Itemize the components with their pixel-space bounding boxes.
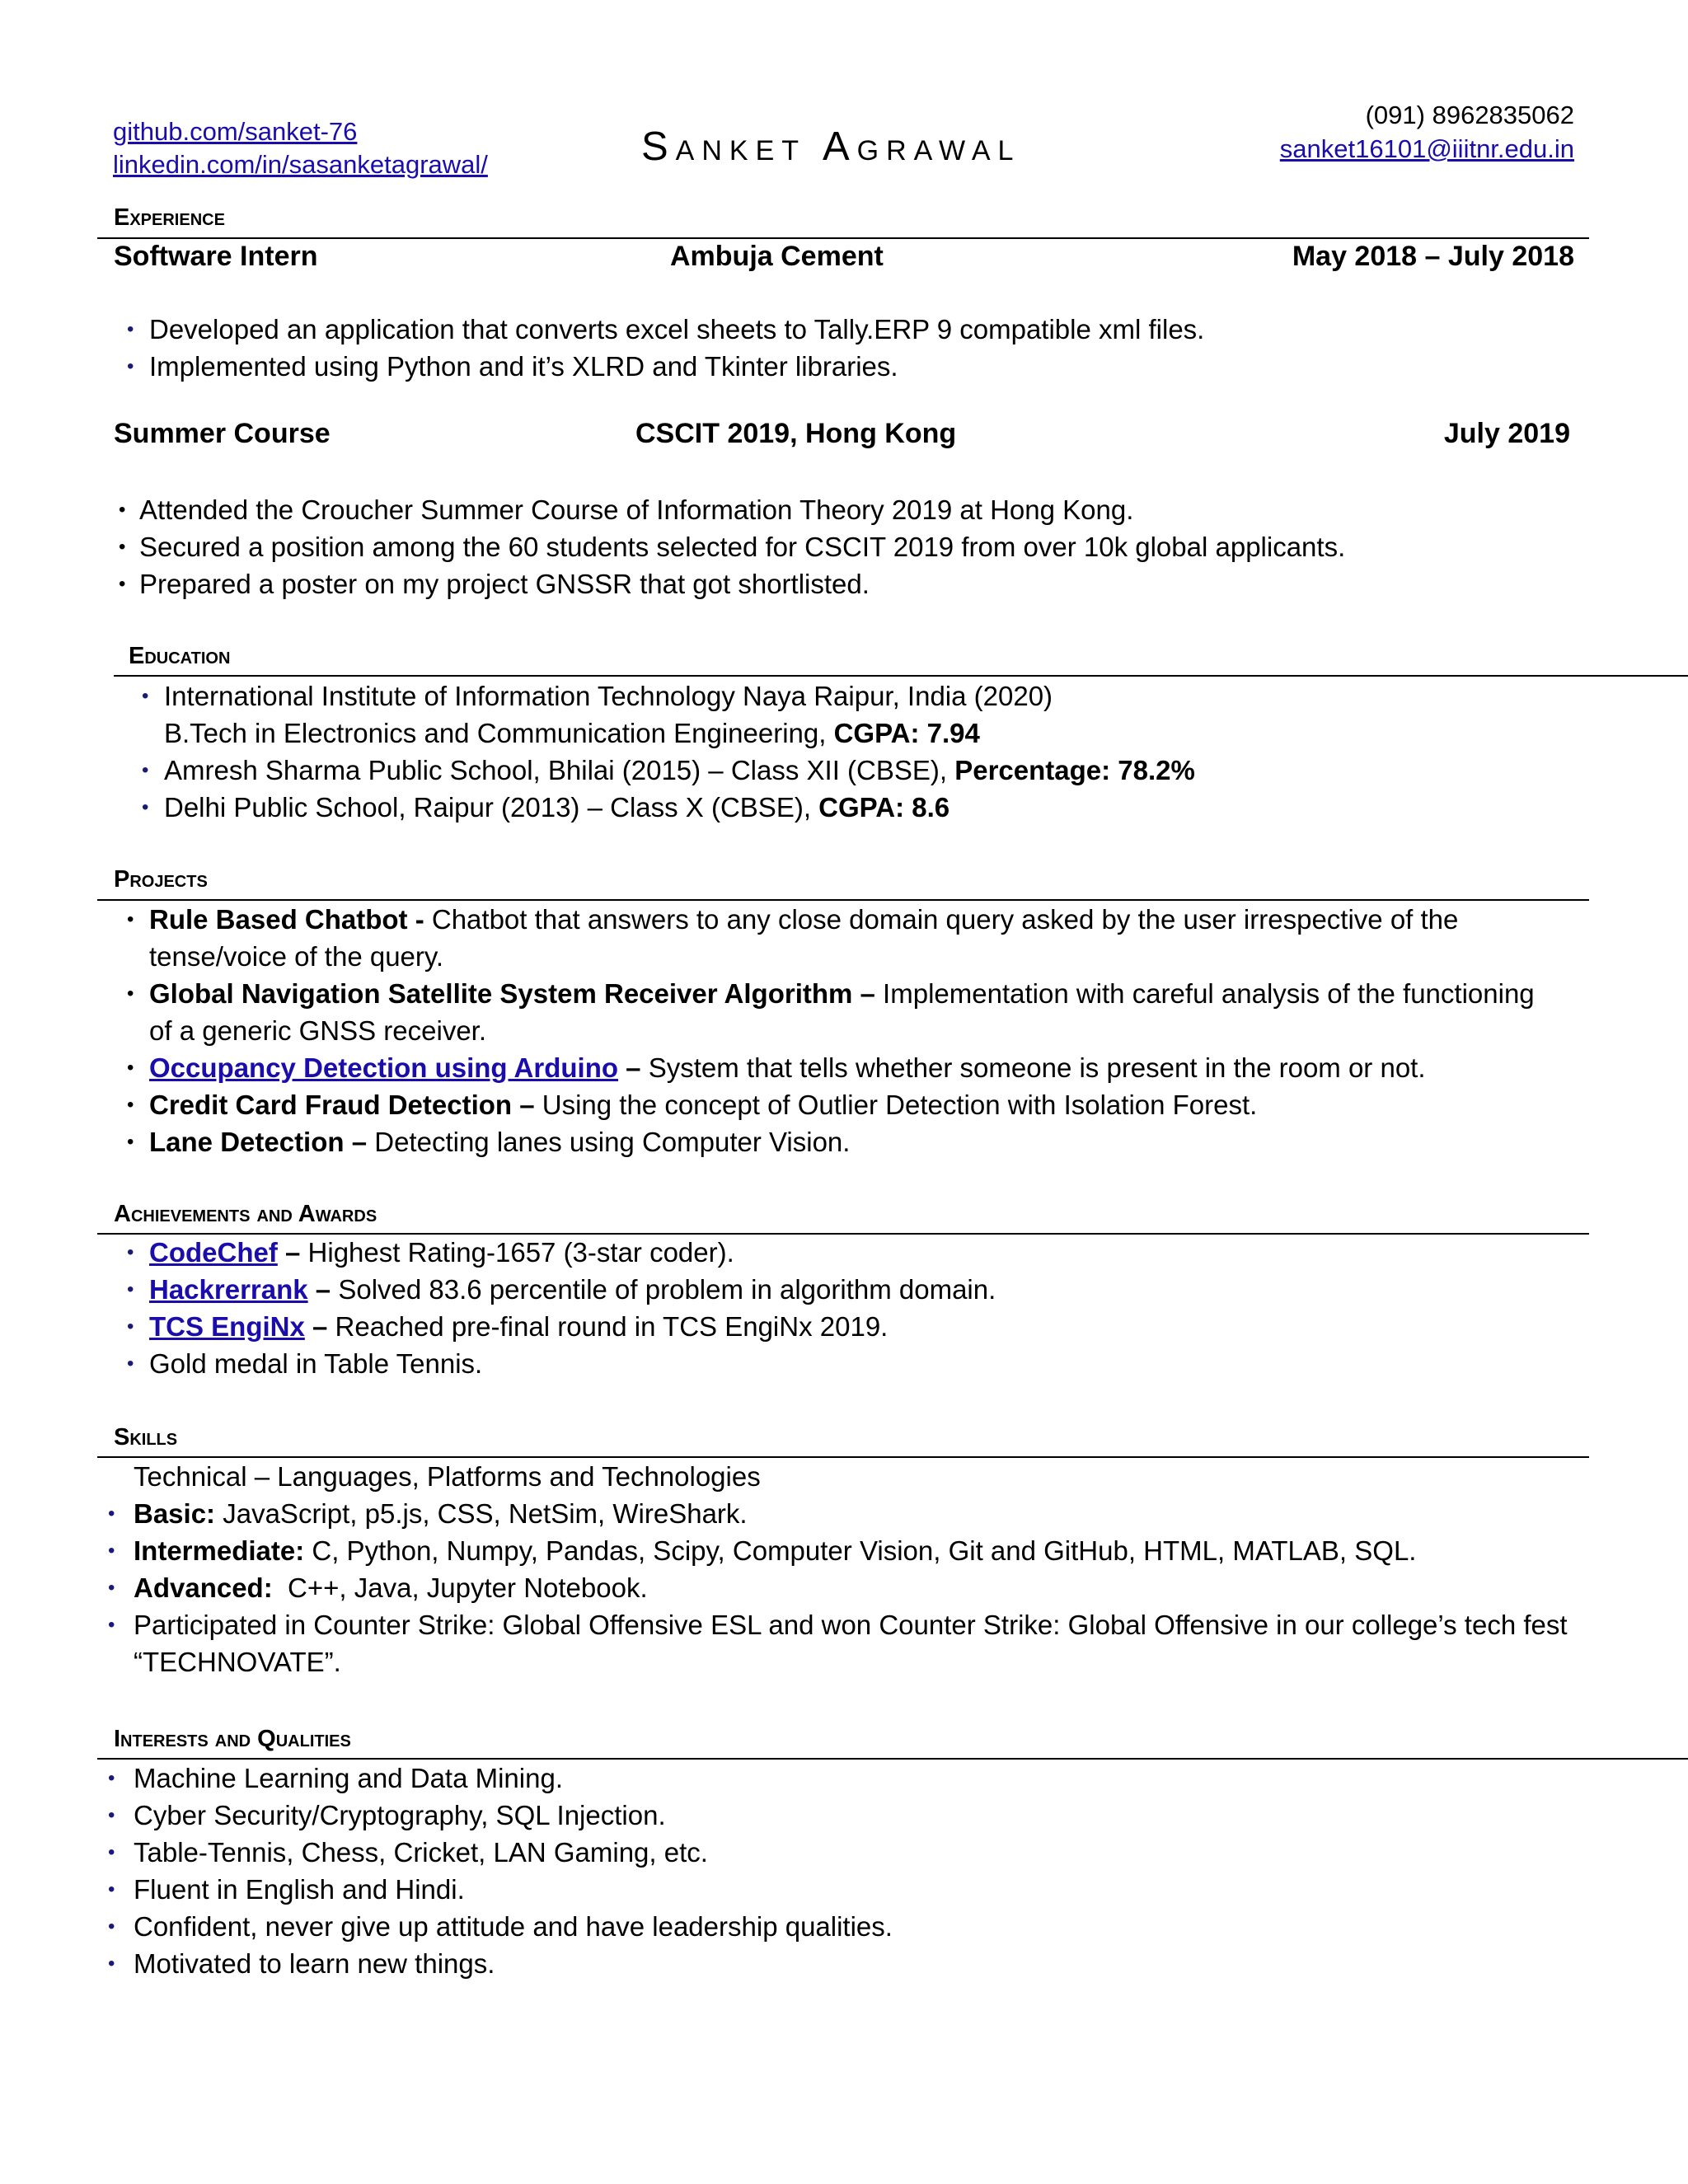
skills-intro: Technical – Languages, Platforms and Technologies (134, 1461, 761, 1492)
linkedin-link[interactable]: linkedin.com/in/sasanketagrawal/ (113, 150, 488, 179)
bullet-icon: • (127, 355, 134, 377)
job-bullets (119, 491, 1346, 602)
education-list (142, 677, 1195, 826)
projects-heading: Projects (114, 866, 208, 893)
bullet-icon: • (108, 1878, 115, 1900)
list-item: • Prepared a poster on my project GNSSR that got shortlisted. (139, 565, 1345, 602)
phone-number: (091) 8962835062 (1365, 101, 1574, 129)
bullet-icon: • (108, 1540, 115, 1562)
interests-heading: Interests and Qualities (114, 1726, 351, 1752)
list-item: • Basic: JavaScript, p5.js, CSS, NetSim, WireShark. (134, 1495, 1568, 1532)
interests-list (108, 1760, 893, 1982)
list-item: • Credit Card Fraud Detection – Using the concept of Outlier Detection with Isolation Forest. (149, 1086, 1535, 1123)
bullet-icon: • (108, 1804, 115, 1826)
bullet-icon: • (142, 759, 149, 781)
bullet-icon: • (108, 1502, 115, 1525)
bullet-icon: • (108, 1841, 115, 1863)
list-item: B.Tech in Electronics and Communication Engineering, CGPA: 7.94 (164, 718, 980, 748)
bullet-icon: • (127, 1094, 134, 1116)
list-item: • Hackrerrank – Solved 83.6 percentile of problem in algorithm domain. (149, 1271, 996, 1308)
bullet-icon: • (127, 1278, 134, 1301)
bullet-icon: • (127, 1057, 134, 1079)
github-link[interactable]: github.com/sanket-76 (113, 117, 358, 146)
bullet-icon: • (127, 908, 134, 930)
skills-list (108, 1458, 1568, 1680)
resume-name: Sanket Agrawal (641, 124, 1021, 169)
list-item: • Intermediate: C, Python, Numpy, Pandas, Scipy, Computer Vision, Git and GitHub, HTML, MATLAB, SQL. (134, 1532, 1568, 1569)
list-item: • Delhi Public School, Raipur (2013) – Class X (CBSE), CGPA: 8.6 (164, 789, 1195, 826)
bullet-icon: • (142, 685, 149, 707)
list-item: • Amresh Sharma Public School, Bhilai (2015) – Class XII (CBSE), Percentage: 78.2% (164, 752, 1195, 789)
bullet-icon: • (108, 1952, 115, 1975)
job-date: May 2018 – July 2018 (1292, 241, 1574, 272)
bullet-icon: • (127, 1131, 134, 1153)
projects-list (127, 901, 1535, 1160)
list-item: • Secured a position among the 60 students selected for CSCIT 2019 from over 10k global applicants. (139, 528, 1345, 565)
list-item: • Global Navigation Satellite System Receiver Algorithm – Implementation with careful analysis of the functioning (149, 975, 1535, 1012)
list-item: • Lane Detection – Detecting lanes using Computer Vision. (149, 1123, 1535, 1160)
bullet-icon: • (108, 1915, 115, 1938)
list-item: • Machine Learning and Data Mining. (134, 1760, 893, 1797)
bullet-icon: • (127, 318, 134, 340)
bullet-icon: • (108, 1577, 115, 1599)
list-item: • International Institute of Information Technology Naya Raipur, India (2020) (164, 677, 1195, 715)
experience-heading: Experience (114, 204, 225, 231)
list-item: • Advanced: C++, Java, Jupyter Notebook. (134, 1569, 1568, 1606)
bullet-icon: • (119, 536, 126, 558)
list-item: “TECHNOVATE”. (134, 1647, 341, 1677)
bullet-icon: • (127, 1352, 134, 1375)
list-item: • Occupancy Detection using Arduino – System that tells whether someone is present in the room or not. (149, 1049, 1535, 1086)
tcs-enginx-link[interactable]: TCS EngiNx (149, 1311, 305, 1342)
achievements-list (127, 1234, 996, 1382)
job-org: CSCIT 2019, Hong Kong (635, 418, 957, 449)
email-link[interactable]: sanket16101@iiitnr.edu.in (1279, 134, 1574, 163)
skills-heading: Skills (114, 1424, 178, 1451)
list-item: tense/voice of the query. (149, 941, 444, 972)
list-item: • Cyber Security/Cryptography, SQL Injection. (134, 1797, 893, 1834)
list-item: • Motivated to learn new things. (134, 1945, 893, 1982)
list-item: • CodeChef – Highest Rating-1657 (3-star coder). (149, 1234, 996, 1271)
bullet-icon: • (127, 1315, 134, 1338)
job-role: Software Intern (114, 241, 318, 272)
list-item: • Attended the Croucher Summer Course of Information Theory 2019 at Hong Kong. (139, 491, 1345, 528)
list-item: • Fluent in English and Hindi. (134, 1871, 893, 1908)
achievements-heading: Achievements and Awards (114, 1201, 377, 1227)
bullet-icon: • (119, 573, 126, 595)
list-item: • Rule Based Chatbot - Chatbot that answers to any close domain query asked by the user irrespective of the (149, 901, 1535, 938)
list-item: of a generic GNSS receiver. (149, 1015, 487, 1046)
job-org: Ambuja Cement (670, 241, 884, 272)
list-item: • Developed an application that converts excel sheets to Tally.ERP 9 compatible xml files. (149, 311, 1204, 348)
job-role: Summer Course (114, 418, 331, 449)
bullet-icon: • (127, 1241, 134, 1263)
bullet-icon: • (108, 1614, 115, 1636)
list-item: • Participated in Counter Strike: Global Offensive ESL and won Counter Strike: Global Offensive in our college’s tech fest (134, 1606, 1568, 1643)
list-item: • Gold medal in Table Tennis. (149, 1345, 996, 1382)
codechef-link[interactable]: CodeChef (149, 1237, 278, 1268)
list-item: • TCS EngiNx – Reached pre-final round in TCS EngiNx 2019. (149, 1308, 996, 1345)
bullet-icon: • (142, 796, 149, 818)
bullet-icon: • (127, 982, 134, 1005)
hackerrank-link[interactable]: Hackrerrank (149, 1274, 308, 1305)
experience-rule (97, 237, 1589, 239)
bullet-icon: • (108, 1767, 115, 1789)
list-item: • Confident, never give up attitude and have leadership qualities. (134, 1908, 893, 1945)
occupancy-detection-link[interactable]: Occupancy Detection using Arduino (149, 1052, 619, 1083)
education-rule (114, 675, 1688, 677)
job-bullets (127, 311, 1205, 385)
bullet-icon: • (119, 499, 126, 521)
education-heading: Education (129, 643, 231, 669)
job-date: July 2019 (1443, 418, 1570, 449)
list-item: • Implemented using Python and it’s XLRD and Tkinter libraries. (149, 348, 1204, 385)
list-item: • Table-Tennis, Chess, Cricket, LAN Gaming, etc. (134, 1834, 893, 1871)
